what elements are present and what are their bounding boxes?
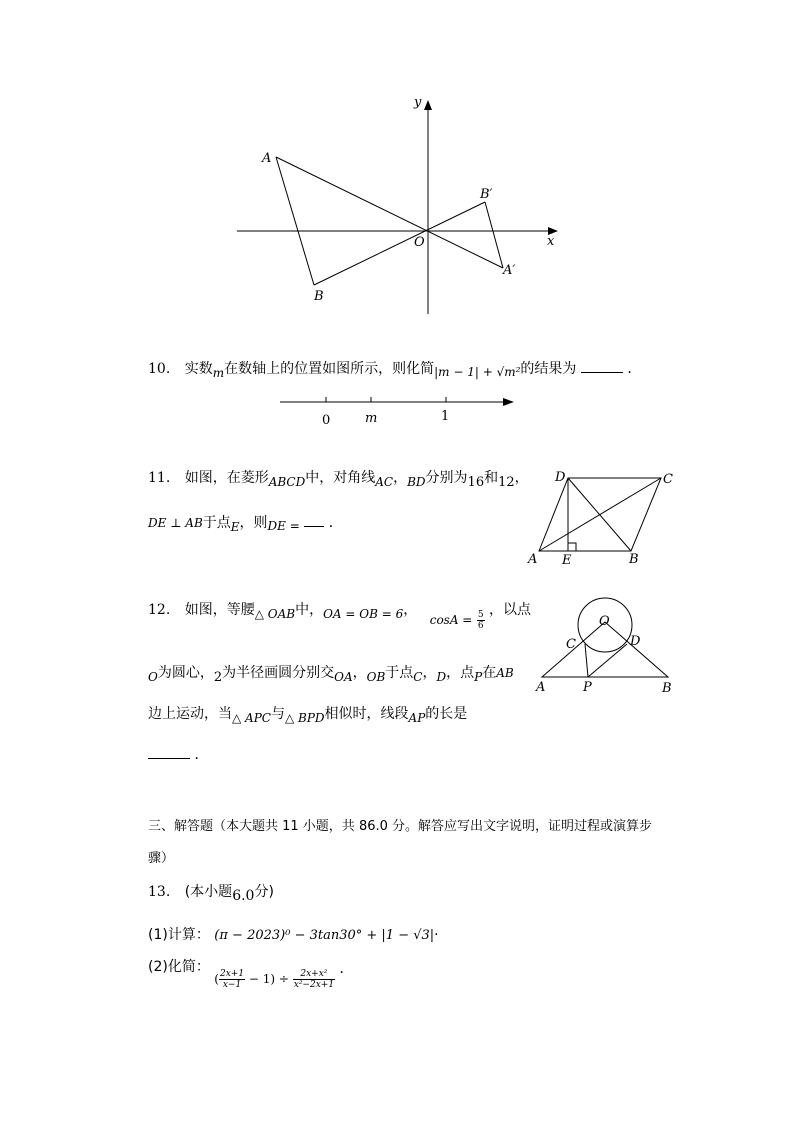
q12-l2-text-d: 于点 <box>385 665 414 681</box>
section-3-line-2: 骤） <box>148 851 175 866</box>
number-line-figure <box>270 390 530 430</box>
q13-f2-den: x²−2x+1 <box>293 979 335 990</box>
q13-part1-end: · <box>434 927 439 943</box>
q12-cos-den: 6 <box>477 620 484 631</box>
question-12-line-2 <box>148 662 514 685</box>
question-12-line-3 <box>148 703 467 723</box>
diagonal-BD <box>568 478 631 551</box>
q12-l2-d: D <box>436 670 447 684</box>
q12-l3-ap: AP <box>408 711 426 725</box>
q12-l2-text-f: ，点 <box>446 665 475 681</box>
label-B-prime: B′ <box>480 187 493 202</box>
fig12-label-D: D <box>630 634 641 649</box>
q12-answer-blank[interactable] <box>148 746 190 759</box>
q11-text-3: 分别为 <box>425 470 468 486</box>
q13-fraction-2 <box>293 969 335 990</box>
y-axis-arrow <box>424 100 432 110</box>
q12-equation: OA = OB = 6 <box>323 607 404 621</box>
q12-l3-text-a: 边上运动，当 <box>148 706 232 722</box>
q10-expression: |m − 1| + √m² <box>434 365 521 379</box>
fig11-label-B: B <box>629 552 639 567</box>
fig12-label-B: B <box>662 681 672 696</box>
q12-l2-p: P <box>474 670 483 684</box>
q12-l2-text-b: 为半径画圆分别交 <box>222 665 335 681</box>
q12-l2-text-c: ， <box>352 665 367 681</box>
fig11-label-E: E <box>562 553 572 568</box>
q12-cos <box>429 609 489 631</box>
q13-part2-mid: − 1) ÷ <box>245 972 293 986</box>
q13-part1-expression: (π − 2023)⁰ − 3tan30° + |1 − √3| <box>214 928 435 943</box>
q11-text-2: 中，对角线 <box>305 470 376 486</box>
question-11-line-1 <box>148 467 529 490</box>
q10-text-1: 实数 <box>184 361 213 377</box>
q12-l3-bpd: △ BPD <box>284 711 325 725</box>
segment-A2B2 <box>485 202 503 268</box>
q11-abcd: ABCD <box>268 475 306 489</box>
segment-PD <box>588 644 627 677</box>
fig12-label-P: P <box>583 680 592 695</box>
q13-part2-label: (2)化简： <box>148 959 210 975</box>
q12-l2-text-g: 在 <box>482 665 497 681</box>
coordinate-figure <box>0 0 794 330</box>
right-angle-mark <box>568 543 576 551</box>
segment-AA2 <box>276 157 503 268</box>
q11-line2-text-2: ，则 <box>239 515 268 531</box>
tick-label-1: 1 <box>441 409 450 424</box>
q13-part2-open: ( <box>214 972 219 986</box>
q11-de-perp-ab: DE ⊥ AB <box>148 516 203 530</box>
q13-f2-num: 2x+x² <box>293 969 335 980</box>
q12-l2-ob: OB <box>366 670 386 684</box>
q10-text-2: 在数轴上的位置如图所示，则化简 <box>224 361 435 377</box>
fig11-label-C: C <box>663 472 673 487</box>
fig12-label-O: O <box>599 614 610 629</box>
triangle-circle-figure <box>530 592 680 698</box>
q11-text-4: 和 <box>484 470 499 486</box>
q13-fraction-1 <box>219 969 245 990</box>
q11-answer-blank[interactable] <box>304 514 324 527</box>
label-x: x <box>547 234 555 249</box>
q13-score: 6.0 <box>232 888 255 904</box>
label-A: A <box>262 151 272 166</box>
q10-answer-blank[interactable] <box>581 360 623 373</box>
question-13-part-2 <box>148 959 354 990</box>
q12-text-4: ，以点 <box>489 602 531 618</box>
label-B: B <box>314 289 324 304</box>
label-A-prime: A′ <box>503 263 516 278</box>
q12-number: 12. <box>148 602 171 618</box>
q11-number: 11. <box>148 470 171 486</box>
section-3-heading <box>148 815 652 866</box>
q12-l2-c: C <box>413 670 423 684</box>
label-O: O <box>414 235 425 250</box>
q13-head-b: 分) <box>254 884 274 900</box>
q12-l3-text-c: 相似时，线段 <box>324 706 409 722</box>
question-12-line-1 <box>148 599 531 631</box>
q13-f1-den: x−1 <box>222 979 242 990</box>
fig11-label-D: D <box>555 470 566 485</box>
q13-head-a: (本小题 <box>184 884 233 900</box>
q12-l2-o: O <box>148 670 158 684</box>
q11-e: E <box>230 520 240 534</box>
q11-ac: AC <box>375 475 394 489</box>
q12-l2-radius: 2 <box>213 670 223 685</box>
number-line-arrow <box>503 398 514 406</box>
q13-part1-label: (1)计算： <box>148 927 210 943</box>
q10-number: 10. <box>148 361 171 377</box>
q12-l3-text-d: 的长是 <box>425 706 468 722</box>
segment-AB <box>276 157 314 285</box>
question-13-part-1 <box>148 924 439 944</box>
q11-text-5: ， <box>514 470 529 486</box>
q11-de-eq: DE = <box>267 519 300 533</box>
q12-text-1: 如图，等腰 <box>184 602 255 618</box>
rhombus-figure <box>520 462 680 572</box>
q11-12: 12 <box>498 475 515 490</box>
q12-l3-apc: △ APC <box>232 711 271 725</box>
q12-text-2: 中， <box>295 602 324 618</box>
segment-PC <box>585 644 588 677</box>
q11-comma: ， <box>393 470 408 486</box>
question-12-line-4 <box>148 744 208 764</box>
q11-16: 16 <box>467 475 485 490</box>
fig12-label-C: C <box>566 637 576 652</box>
segment-BB2 <box>314 202 485 285</box>
q11-end: ． <box>328 515 343 531</box>
q10-m: m <box>212 366 225 380</box>
q13-part2-expression <box>214 968 339 990</box>
q12-cos-num: 5 <box>477 609 484 620</box>
q12-cos-fraction <box>477 610 485 631</box>
fig12-label-A: A <box>536 680 546 695</box>
q11-bd: BD <box>407 475 426 489</box>
q11-text-1: 如图，在菱形 <box>184 470 269 486</box>
q13-part2-end: ． <box>339 961 354 977</box>
section-3-line-1: 三、解答题（本大题共 11 小题，共 86.0 分。解答应写出文字说明，证明过程或演算步 <box>148 819 653 834</box>
fig11-label-A: A <box>528 552 538 567</box>
q13-number: 13. <box>148 884 171 900</box>
q10-end: ． <box>627 361 642 377</box>
q12-l2-ab: AB <box>496 666 514 680</box>
q10-text-3: 的结果为 <box>520 361 577 377</box>
q12-cos-label: cosA = <box>429 613 473 627</box>
q12-l2-text-e: ， <box>422 665 437 681</box>
question-11-line-2 <box>148 512 343 532</box>
q12-end: ． <box>194 747 209 763</box>
triangle-OAB <box>542 622 668 677</box>
q13-f1-num: 2x+1 <box>219 968 245 979</box>
tick-label-0: 0 <box>322 413 331 428</box>
q12-l3-text-b: 与 <box>270 706 285 722</box>
q11-line2-text-1: 于点 <box>202 515 231 531</box>
q12-l2-oa: OA <box>334 670 353 684</box>
question-10 <box>148 358 641 378</box>
q12-triangle: △ OAB <box>254 607 296 621</box>
q12-l2-text-a: 为圆心， <box>157 665 214 681</box>
label-y: y <box>414 95 422 110</box>
q12-text-3: ， <box>403 602 418 618</box>
tick-label-m: m <box>365 411 378 426</box>
question-13-header <box>148 881 274 904</box>
